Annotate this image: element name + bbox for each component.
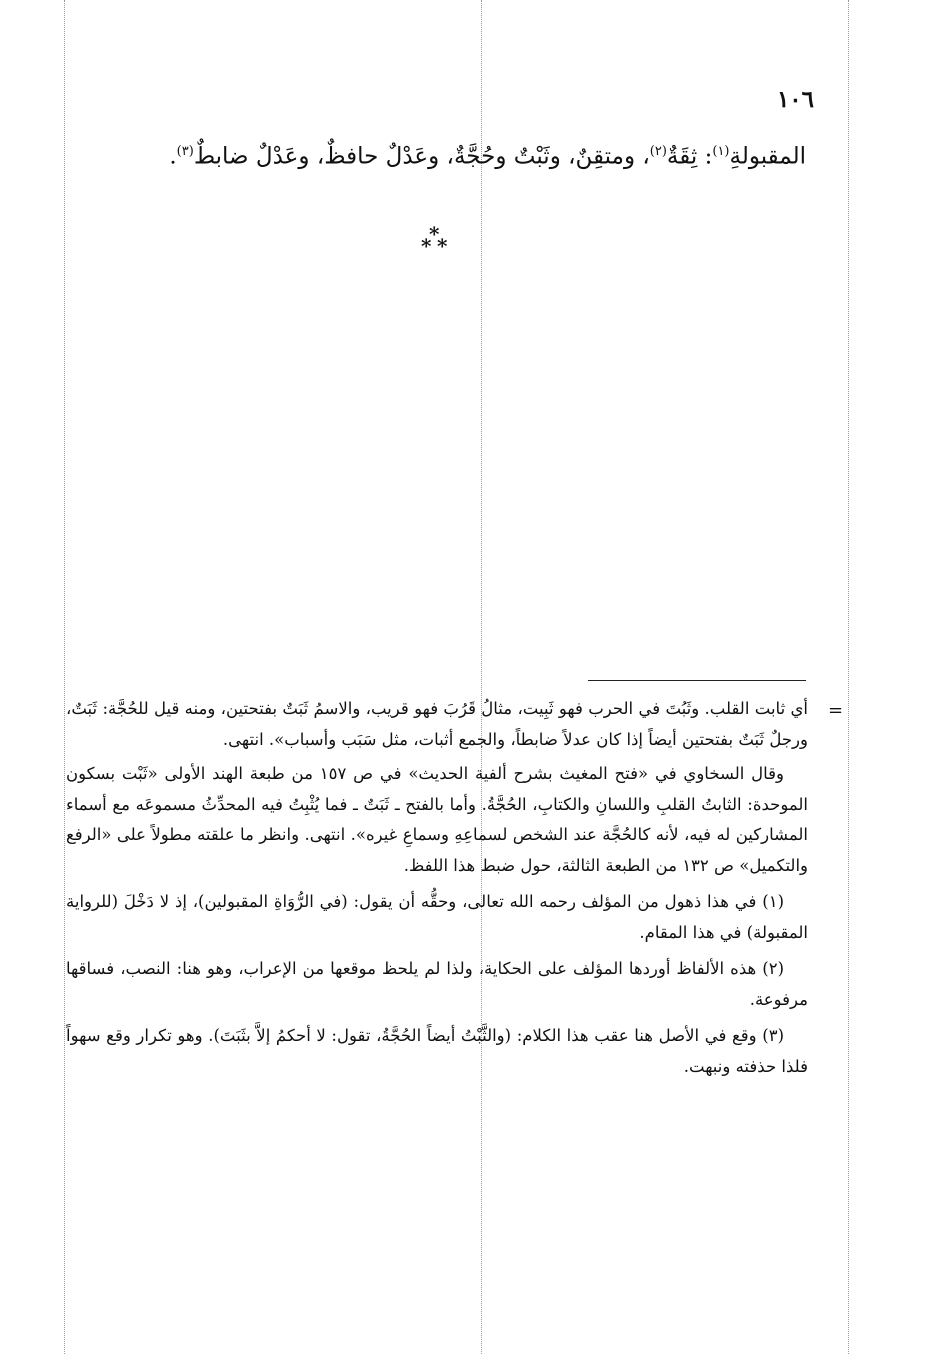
footnote-text: في هذا ذهول من المؤلف رحمه الله تعالى، وحقُّه أن يقول: (في الرُّوَاةِ المقبولين)، إذ لا دَخْلَ (للرواية المقبولة) في هذا المقام. [66,892,808,942]
footnote-number: (٢) [762,959,784,978]
scan-guide-line-right [848,0,849,1354]
footnote-divider [588,680,806,681]
scan-guide-line-left [64,0,65,1354]
footnote-ref-2: (٢) [649,144,667,159]
footnote-ref-1: (١) [712,144,730,159]
continuation-mark: = [828,700,844,721]
main-text-part: : ثِقَةٌ [666,143,713,170]
main-text-part: المقبولةِ [729,143,806,170]
footnote-3 [66,1021,808,1082]
footnote-sakhawi-paragraph: وقال السخاوي في «فتح المغيث بشرح ألفية الحديث» في ص ١٥٧ من طبعة الهند الأولى «ثَبْت بسكون الموحدة: الثابتُ القلبِ واللسانِ والكتابِ، الحُجَّةُ. وأما بالفتح ـ ثَبَتٌ ـ فما يُثْبِتُ فيه المحدِّثُ مسموعَه مع أسماء المشاركين له فيه، لأنه كالحُجَّة عند الشخص لسماعِهِ وسماعِ غيره». انتهى. وانظر ما علقته مطولاً على «الرفع والتكميل» ص ١٣٢ من الطبعة الثالثة، حول ضبط هذا اللفظ. [66,764,808,875]
footnote-text: هذه الألفاظ أوردها المؤلف على الحكاية، ولذا لم يلحظ موقعها من الإعراب، وهو هنا: النصب، فساقها مرفوعة. [66,959,808,1009]
footnote-text: وقع في الأصل هنا عقب هذا الكلام: (والثَّبْتُ أيضاً الحُجَّةُ، تقول: لا أحكمُ إلاَّ بثَبَتَ). وهو تكرار وقع سهواً فلذا حذفته ونبهت. [66,1026,808,1076]
main-text-part: ، ومتقِنٌ، وثَبْتٌ وحُجَّةٌ، وعَدْلٌ حافظٌ، وعَدْلٌ ضابطٌ [193,143,650,170]
main-text-part: . [169,143,177,170]
footnote-1 [66,887,808,948]
scan-guide-line-center [481,0,482,1354]
footnote-2 [66,954,808,1015]
section-separator-asterisks: * * * [421,222,448,258]
main-text-line [86,128,806,181]
footnote-ref-3: (٣) [176,144,194,159]
footnote-number: (١) [762,892,785,911]
footnote-number: (٣) [762,1026,784,1045]
footnotes-block [66,694,808,1086]
page-number: ١٠٦ [776,86,814,113]
footnote-continued-text: أي ثابت القلب. وثَبُتَ في الحرب فهو ثَبِيت، مثالُ قَرُبَ فهو قريب، والاسمُ ثَبَتٌ بفتحتين، ومنه قيل للحُجَّة: ثَبَتٌ، ورجلٌ ثَبَتٌ بفتحتين أيضاً إذا كان عدلاً ضابطاً، والجمع أثبات، مثل سَبَب وأسباب». انتهى. [66,699,808,749]
